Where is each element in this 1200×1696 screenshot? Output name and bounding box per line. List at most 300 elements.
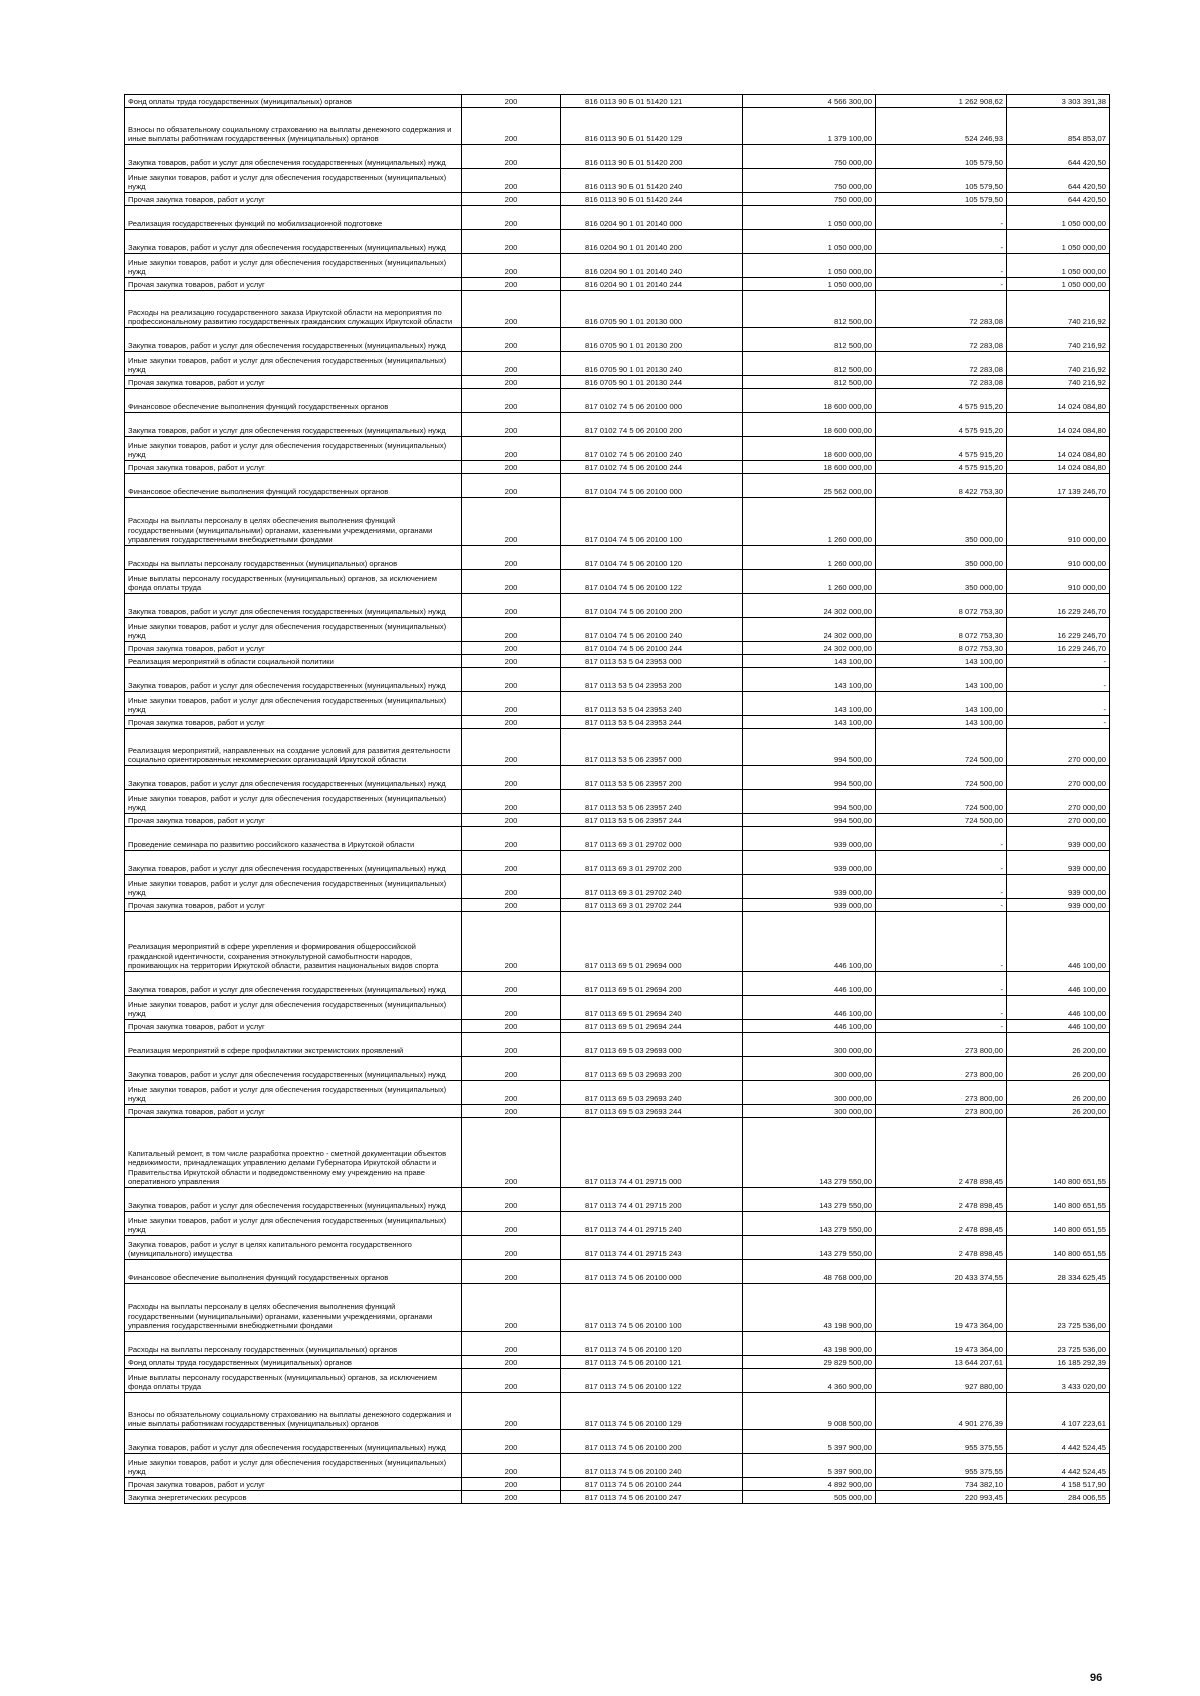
row-approved-amount: 143 279 550,00 — [743, 1236, 876, 1260]
row-budget-code: 817 0113 74 5 06 20100 000 — [561, 1260, 743, 1284]
row-unexecuted-amount: 1 050 000,00 — [1007, 254, 1110, 278]
row-approved-amount: 143 100,00 — [743, 655, 876, 668]
row-executed-amount: 2 478 898,45 — [876, 1188, 1007, 1212]
row-approved-amount: 812 500,00 — [743, 291, 876, 328]
row-executed-amount: 8 072 753,30 — [876, 594, 1007, 618]
row-unexecuted-amount: 23 725 536,00 — [1007, 1284, 1110, 1332]
row-approved-amount: 18 600 000,00 — [743, 413, 876, 437]
row-executed-amount: - — [876, 996, 1007, 1020]
row-executed-amount: 72 283,08 — [876, 291, 1007, 328]
table-row — [125, 618, 1110, 642]
row-line-code: 200 — [462, 655, 561, 668]
row-executed-amount: - — [876, 912, 1007, 972]
row-budget-code: 817 0113 69 5 03 29693 000 — [561, 1033, 743, 1057]
row-budget-code: 817 0113 53 5 06 23957 200 — [561, 766, 743, 790]
row-description: Прочая закупка товаров, работ и услуг — [125, 376, 462, 389]
row-unexecuted-amount: 910 000,00 — [1007, 570, 1110, 594]
row-unexecuted-amount: 14 024 084,80 — [1007, 389, 1110, 413]
row-approved-amount: 5 397 900,00 — [743, 1430, 876, 1454]
row-executed-amount: 105 579,50 — [876, 169, 1007, 193]
row-description: Расходы на реализацию государственного заказа Иркутской области на мероприятия по профессиональному развитию государственных гражданских служащих Иркутской области — [125, 291, 462, 328]
row-budget-code: 816 0204 90 1 01 20140 244 — [561, 278, 743, 291]
row-executed-amount: 143 100,00 — [876, 692, 1007, 716]
row-description: Расходы на выплаты персоналу государственных (муниципальных) органов — [125, 546, 462, 570]
row-description: Прочая закупка товаров, работ и услуг — [125, 642, 462, 655]
table-row — [125, 716, 1110, 729]
row-line-code: 200 — [462, 230, 561, 254]
row-description: Иные закупки товаров, работ и услуг для обеспечения государственных (муниципальных) нужд — [125, 169, 462, 193]
row-approved-amount: 4 892 900,00 — [743, 1478, 876, 1491]
row-description: Иные закупки товаров, работ и услуг для обеспечения государственных (муниципальных) нужд — [125, 790, 462, 814]
row-description: Прочая закупка товаров, работ и услуг — [125, 1478, 462, 1491]
row-executed-amount: - — [876, 972, 1007, 996]
row-unexecuted-amount: 446 100,00 — [1007, 1020, 1110, 1033]
row-description: Капитальный ремонт, в том числе разработка проектно - сметной документации объектов недвижимости, принадлежащих управлению делами Губернатора Иркутской области и Правительства Иркутской области и подведомственному ему учреждению на праве оперативного управления — [125, 1118, 462, 1188]
row-line-code: 200 — [462, 108, 561, 145]
row-executed-amount: 2 478 898,45 — [876, 1212, 1007, 1236]
row-executed-amount: 927 880,00 — [876, 1369, 1007, 1393]
table-row — [125, 1356, 1110, 1369]
row-budget-code: 817 0113 53 5 04 23953 000 — [561, 655, 743, 668]
row-line-code: 200 — [462, 1057, 561, 1081]
table-row — [125, 655, 1110, 668]
row-description: Реализация мероприятий в сфере укрепления и формирования общероссийской гражданской идентичности, сохранения этнокультурной самобытности народов, проживающих на территории Иркутской области, развития национальных видов спорта — [125, 912, 462, 972]
row-executed-amount: - — [876, 206, 1007, 230]
row-budget-code: 817 0104 74 5 06 20100 120 — [561, 546, 743, 570]
row-description: Закупка товаров, работ и услуг для обеспечения государственных (муниципальных) нужд — [125, 145, 462, 169]
row-description: Закупка товаров, работ и услуг для обеспечения государственных (муниципальных) нужд — [125, 766, 462, 790]
row-budget-code: 817 0113 74 4 01 29715 000 — [561, 1118, 743, 1188]
table-row — [125, 1118, 1110, 1188]
row-budget-code: 817 0113 69 5 03 29693 240 — [561, 1081, 743, 1105]
row-executed-amount: 4 901 276,39 — [876, 1393, 1007, 1430]
row-unexecuted-amount: 16 229 246,70 — [1007, 618, 1110, 642]
table-row — [125, 413, 1110, 437]
table-row — [125, 996, 1110, 1020]
row-line-code: 200 — [462, 193, 561, 206]
row-unexecuted-amount: 16 229 246,70 — [1007, 594, 1110, 618]
row-unexecuted-amount: 270 000,00 — [1007, 814, 1110, 827]
row-executed-amount: 4 575 915,20 — [876, 413, 1007, 437]
row-unexecuted-amount: 284 006,55 — [1007, 1491, 1110, 1504]
table-row — [125, 546, 1110, 570]
table-row — [125, 1236, 1110, 1260]
row-executed-amount: 4 575 915,20 — [876, 461, 1007, 474]
row-executed-amount: 1 262 908,62 — [876, 95, 1007, 108]
row-unexecuted-amount: 740 216,92 — [1007, 352, 1110, 376]
row-description: Прочая закупка товаров, работ и услуг — [125, 814, 462, 827]
row-line-code: 200 — [462, 254, 561, 278]
row-approved-amount: 4 360 900,00 — [743, 1369, 876, 1393]
row-description: Закупка товаров, работ и услуг для обеспечения государственных (муниципальных) нужд — [125, 413, 462, 437]
row-description: Реализация мероприятий в области социальной политики — [125, 655, 462, 668]
table-row — [125, 389, 1110, 413]
row-budget-code: 816 0113 90 Б 01 51420 240 — [561, 169, 743, 193]
row-executed-amount: 105 579,50 — [876, 193, 1007, 206]
row-description: Иные закупки товаров, работ и услуг для обеспечения государственных (муниципальных) нужд — [125, 875, 462, 899]
row-budget-code: 817 0113 69 5 03 29693 200 — [561, 1057, 743, 1081]
table-row — [125, 594, 1110, 618]
row-unexecuted-amount: 14 024 084,80 — [1007, 437, 1110, 461]
table-row — [125, 498, 1110, 546]
row-executed-amount: 2 478 898,45 — [876, 1236, 1007, 1260]
row-approved-amount: 939 000,00 — [743, 827, 876, 851]
row-unexecuted-amount: - — [1007, 716, 1110, 729]
row-unexecuted-amount: 740 216,92 — [1007, 328, 1110, 352]
table-row — [125, 1105, 1110, 1118]
row-budget-code: 817 0113 53 5 06 23957 000 — [561, 729, 743, 766]
row-unexecuted-amount: 910 000,00 — [1007, 498, 1110, 546]
row-executed-amount: 8 072 753,30 — [876, 618, 1007, 642]
row-line-code: 200 — [462, 169, 561, 193]
row-approved-amount: 1 050 000,00 — [743, 230, 876, 254]
row-approved-amount: 750 000,00 — [743, 193, 876, 206]
row-approved-amount: 43 198 900,00 — [743, 1284, 876, 1332]
row-executed-amount: 350 000,00 — [876, 570, 1007, 594]
row-budget-code: 817 0113 74 5 06 20100 200 — [561, 1430, 743, 1454]
row-budget-code: 817 0113 74 4 01 29715 200 — [561, 1188, 743, 1212]
row-description: Расходы на выплаты персоналу государственных (муниципальных) органов — [125, 1332, 462, 1356]
row-budget-code: 817 0113 74 5 06 20100 244 — [561, 1478, 743, 1491]
row-executed-amount: 143 100,00 — [876, 716, 1007, 729]
row-budget-code: 817 0102 74 5 06 20100 240 — [561, 437, 743, 461]
row-unexecuted-amount: 1 050 000,00 — [1007, 278, 1110, 291]
table-row — [125, 206, 1110, 230]
row-line-code: 200 — [462, 594, 561, 618]
row-unexecuted-amount: 939 000,00 — [1007, 851, 1110, 875]
row-budget-code: 817 0113 69 5 01 29694 240 — [561, 996, 743, 1020]
row-unexecuted-amount: 446 100,00 — [1007, 996, 1110, 1020]
row-description: Взносы по обязательному социальному страхованию на выплаты денежного содержания и иные выплаты работникам государственных (муниципальных) органов — [125, 108, 462, 145]
row-budget-code: 817 0113 53 5 06 23957 240 — [561, 790, 743, 814]
table-row — [125, 1491, 1110, 1504]
row-budget-code: 817 0113 74 5 06 20100 121 — [561, 1356, 743, 1369]
row-description: Прочая закупка товаров, работ и услуг — [125, 193, 462, 206]
row-line-code: 200 — [462, 498, 561, 546]
row-unexecuted-amount: 644 420,50 — [1007, 145, 1110, 169]
row-budget-code: 816 0113 90 Б 01 51420 129 — [561, 108, 743, 145]
row-line-code: 200 — [462, 814, 561, 827]
row-budget-code: 817 0113 74 5 06 20100 129 — [561, 1393, 743, 1430]
row-budget-code: 816 0113 90 Б 01 51420 121 — [561, 95, 743, 108]
row-budget-code: 817 0113 69 5 01 29694 000 — [561, 912, 743, 972]
row-budget-code: 817 0104 74 5 06 20100 244 — [561, 642, 743, 655]
table-row — [125, 145, 1110, 169]
row-line-code: 200 — [462, 291, 561, 328]
row-description: Взносы по обязательному социальному страхованию на выплаты денежного содержания и иные выплаты работникам государственных (муниципальных) органов — [125, 1393, 462, 1430]
row-line-code: 200 — [462, 1188, 561, 1212]
row-approved-amount: 25 562 000,00 — [743, 474, 876, 498]
row-description: Закупка товаров, работ и услуг для обеспечения государственных (муниципальных) нужд — [125, 594, 462, 618]
row-approved-amount: 1 260 000,00 — [743, 498, 876, 546]
row-executed-amount: - — [876, 278, 1007, 291]
row-approved-amount: 143 279 550,00 — [743, 1188, 876, 1212]
row-line-code: 200 — [462, 618, 561, 642]
row-description: Иные закупки товаров, работ и услуг для обеспечения государственных (муниципальных) нужд — [125, 692, 462, 716]
row-unexecuted-amount: 3 433 020,00 — [1007, 1369, 1110, 1393]
row-executed-amount: 273 800,00 — [876, 1057, 1007, 1081]
row-unexecuted-amount: 14 024 084,80 — [1007, 461, 1110, 474]
table-row — [125, 291, 1110, 328]
row-unexecuted-amount: 740 216,92 — [1007, 291, 1110, 328]
table-row — [125, 328, 1110, 352]
row-line-code: 200 — [462, 1236, 561, 1260]
row-line-code: 200 — [462, 437, 561, 461]
row-unexecuted-amount: 140 800 651,55 — [1007, 1188, 1110, 1212]
row-executed-amount: 273 800,00 — [876, 1081, 1007, 1105]
table-row — [125, 1212, 1110, 1236]
row-description: Иные закупки товаров, работ и услуг для обеспечения государственных (муниципальных) нужд — [125, 437, 462, 461]
row-approved-amount: 18 600 000,00 — [743, 461, 876, 474]
table-row — [125, 437, 1110, 461]
table-row — [125, 814, 1110, 827]
row-line-code: 200 — [462, 1212, 561, 1236]
row-line-code: 200 — [462, 972, 561, 996]
row-executed-amount: 19 473 364,00 — [876, 1284, 1007, 1332]
row-unexecuted-amount: 16 229 246,70 — [1007, 642, 1110, 655]
row-budget-code: 817 0113 69 3 01 29702 200 — [561, 851, 743, 875]
table-row — [125, 278, 1110, 291]
row-approved-amount: 1 260 000,00 — [743, 546, 876, 570]
table-row — [125, 254, 1110, 278]
row-unexecuted-amount: 1 050 000,00 — [1007, 230, 1110, 254]
row-approved-amount: 18 600 000,00 — [743, 389, 876, 413]
row-budget-code: 816 0705 90 1 01 20130 000 — [561, 291, 743, 328]
row-line-code: 200 — [462, 1491, 561, 1504]
row-line-code: 200 — [462, 1284, 561, 1332]
row-budget-code: 816 0705 90 1 01 20130 244 — [561, 376, 743, 389]
row-description: Фонд оплаты труда государственных (муниципальных) органов — [125, 95, 462, 108]
page-number: 96 — [1090, 1672, 1103, 1684]
row-description: Реализация мероприятий в сфере профилактики экстремистских проявлений — [125, 1033, 462, 1057]
row-description: Закупка товаров, работ и услуг для обеспечения государственных (муниципальных) нужд — [125, 328, 462, 352]
row-approved-amount: 994 500,00 — [743, 766, 876, 790]
row-approved-amount: 29 829 500,00 — [743, 1356, 876, 1369]
row-executed-amount: 143 100,00 — [876, 655, 1007, 668]
row-executed-amount: 72 283,08 — [876, 376, 1007, 389]
row-budget-code: 817 0113 53 5 06 23957 244 — [561, 814, 743, 827]
row-budget-code: 817 0102 74 5 06 20100 200 — [561, 413, 743, 437]
row-line-code: 200 — [462, 1332, 561, 1356]
table-row — [125, 1020, 1110, 1033]
row-unexecuted-amount: 270 000,00 — [1007, 766, 1110, 790]
row-approved-amount: 939 000,00 — [743, 875, 876, 899]
row-budget-code: 817 0113 74 5 06 20100 120 — [561, 1332, 743, 1356]
row-unexecuted-amount: 446 100,00 — [1007, 912, 1110, 972]
row-description: Финансовое обеспечение выполнения функций государственных органов — [125, 1260, 462, 1284]
row-line-code: 200 — [462, 668, 561, 692]
row-unexecuted-amount: 26 200,00 — [1007, 1057, 1110, 1081]
row-approved-amount: 994 500,00 — [743, 729, 876, 766]
row-budget-code: 817 0113 69 5 01 29694 200 — [561, 972, 743, 996]
row-line-code: 200 — [462, 642, 561, 655]
row-budget-code: 817 0102 74 5 06 20100 244 — [561, 461, 743, 474]
row-description: Прочая закупка товаров, работ и услуг — [125, 716, 462, 729]
row-unexecuted-amount: 644 420,50 — [1007, 193, 1110, 206]
row-approved-amount: 24 302 000,00 — [743, 642, 876, 655]
table-row — [125, 642, 1110, 655]
row-executed-amount: 4 575 915,20 — [876, 389, 1007, 413]
table-row — [125, 376, 1110, 389]
row-executed-amount: 724 500,00 — [876, 790, 1007, 814]
row-line-code: 200 — [462, 461, 561, 474]
row-budget-code: 816 0204 90 1 01 20140 200 — [561, 230, 743, 254]
row-line-code: 200 — [462, 1478, 561, 1491]
table-row — [125, 230, 1110, 254]
row-unexecuted-amount: - — [1007, 668, 1110, 692]
row-budget-code: 817 0113 74 5 06 20100 122 — [561, 1369, 743, 1393]
row-approved-amount: 812 500,00 — [743, 352, 876, 376]
row-approved-amount: 143 279 550,00 — [743, 1118, 876, 1188]
row-unexecuted-amount: 14 024 084,80 — [1007, 413, 1110, 437]
table-row — [125, 1081, 1110, 1105]
row-description: Прочая закупка товаров, работ и услуг — [125, 1020, 462, 1033]
row-budget-code: 817 0113 69 3 01 29702 244 — [561, 899, 743, 912]
row-unexecuted-amount: 3 303 391,38 — [1007, 95, 1110, 108]
row-approved-amount: 939 000,00 — [743, 851, 876, 875]
budget-table-sheet — [124, 94, 1110, 1504]
table-row — [125, 95, 1110, 108]
table-row — [125, 570, 1110, 594]
row-approved-amount: 505 000,00 — [743, 1491, 876, 1504]
table-row — [125, 1057, 1110, 1081]
row-unexecuted-amount: 140 800 651,55 — [1007, 1118, 1110, 1188]
row-executed-amount: 8 072 753,30 — [876, 642, 1007, 655]
table-row — [125, 108, 1110, 145]
table-row — [125, 827, 1110, 851]
row-budget-code: 817 0113 53 5 04 23953 244 — [561, 716, 743, 729]
row-unexecuted-amount: 26 200,00 — [1007, 1081, 1110, 1105]
table-row — [125, 1188, 1110, 1212]
row-line-code: 200 — [462, 1356, 561, 1369]
row-approved-amount: 48 768 000,00 — [743, 1260, 876, 1284]
row-line-code: 200 — [462, 729, 561, 766]
row-budget-code: 817 0113 69 5 03 29693 244 — [561, 1105, 743, 1118]
row-unexecuted-amount: 854 853,07 — [1007, 108, 1110, 145]
row-unexecuted-amount: 4 442 524,45 — [1007, 1454, 1110, 1478]
row-line-code: 200 — [462, 996, 561, 1020]
row-approved-amount: 24 302 000,00 — [743, 594, 876, 618]
table-row — [125, 899, 1110, 912]
row-line-code: 200 — [462, 376, 561, 389]
row-approved-amount: 1 050 000,00 — [743, 206, 876, 230]
row-budget-code: 816 0113 90 Б 01 51420 244 — [561, 193, 743, 206]
row-description: Финансовое обеспечение выполнения функций государственных органов — [125, 389, 462, 413]
row-executed-amount: 273 800,00 — [876, 1105, 1007, 1118]
row-description: Закупка товаров, работ и услуг для обеспечения государственных (муниципальных) нужд — [125, 668, 462, 692]
row-unexecuted-amount: 270 000,00 — [1007, 790, 1110, 814]
row-approved-amount: 939 000,00 — [743, 899, 876, 912]
row-budget-code: 816 0204 90 1 01 20140 240 — [561, 254, 743, 278]
row-approved-amount: 812 500,00 — [743, 328, 876, 352]
row-budget-code: 817 0113 74 4 01 29715 243 — [561, 1236, 743, 1260]
row-approved-amount: 994 500,00 — [743, 790, 876, 814]
row-executed-amount: 143 100,00 — [876, 668, 1007, 692]
row-budget-code: 816 0705 90 1 01 20130 240 — [561, 352, 743, 376]
row-executed-amount: - — [876, 827, 1007, 851]
row-line-code: 200 — [462, 546, 561, 570]
row-description: Реализация мероприятий, направленных на создание условий для развития деятельности социально ориентированных некоммерческих организаций Иркутской области — [125, 729, 462, 766]
row-budget-code: 816 0204 90 1 01 20140 000 — [561, 206, 743, 230]
row-line-code: 200 — [462, 1081, 561, 1105]
row-executed-amount: - — [876, 875, 1007, 899]
row-approved-amount: 4 566 300,00 — [743, 95, 876, 108]
row-approved-amount: 9 008 500,00 — [743, 1393, 876, 1430]
row-description: Иные выплаты персоналу государственных (муниципальных) органов, за исключением фонда оплаты труда — [125, 570, 462, 594]
row-approved-amount: 994 500,00 — [743, 814, 876, 827]
row-budget-code: 817 0113 74 5 06 20100 240 — [561, 1454, 743, 1478]
row-unexecuted-amount: 28 334 625,45 — [1007, 1260, 1110, 1284]
row-executed-amount: - — [876, 230, 1007, 254]
row-line-code: 200 — [462, 1020, 561, 1033]
row-executed-amount: 350 000,00 — [876, 546, 1007, 570]
table-row — [125, 875, 1110, 899]
row-executed-amount: 724 500,00 — [876, 766, 1007, 790]
row-budget-code: 817 0113 74 4 01 29715 240 — [561, 1212, 743, 1236]
row-line-code: 200 — [462, 1105, 561, 1118]
table-row — [125, 790, 1110, 814]
table-row — [125, 1454, 1110, 1478]
row-line-code: 200 — [462, 1430, 561, 1454]
row-approved-amount: 1 050 000,00 — [743, 254, 876, 278]
row-unexecuted-amount: 26 200,00 — [1007, 1033, 1110, 1057]
row-line-code: 200 — [462, 1118, 561, 1188]
row-executed-amount: - — [876, 1020, 1007, 1033]
row-executed-amount: - — [876, 851, 1007, 875]
table-row — [125, 1369, 1110, 1393]
row-description: Иные закупки товаров, работ и услуг для обеспечения государственных (муниципальных) нужд — [125, 618, 462, 642]
table-row — [125, 461, 1110, 474]
row-unexecuted-amount: 16 185 292,39 — [1007, 1356, 1110, 1369]
row-budget-code: 817 0113 53 5 04 23953 200 — [561, 668, 743, 692]
row-line-code: 200 — [462, 1393, 561, 1430]
table-body — [125, 95, 1110, 1504]
row-description: Закупка товаров, работ и услуг для обеспечения государственных (муниципальных) нужд — [125, 1430, 462, 1454]
row-approved-amount: 143 100,00 — [743, 692, 876, 716]
row-budget-code: 817 0113 69 5 01 29694 244 — [561, 1020, 743, 1033]
row-budget-code: 816 0705 90 1 01 20130 200 — [561, 328, 743, 352]
row-executed-amount: 105 579,50 — [876, 145, 1007, 169]
row-description: Закупка товаров, работ и услуг для обеспечения государственных (муниципальных) нужд — [125, 1188, 462, 1212]
table-row — [125, 474, 1110, 498]
row-description: Прочая закупка товаров, работ и услуг — [125, 1105, 462, 1118]
row-description: Иные закупки товаров, работ и услуг для обеспечения государственных (муниципальных) нужд — [125, 1081, 462, 1105]
row-line-code: 200 — [462, 1369, 561, 1393]
row-line-code: 200 — [462, 1454, 561, 1478]
row-line-code: 200 — [462, 875, 561, 899]
row-approved-amount: 18 600 000,00 — [743, 437, 876, 461]
row-description: Иные закупки товаров, работ и услуг для обеспечения государственных (муниципальных) нужд — [125, 1454, 462, 1478]
row-approved-amount: 446 100,00 — [743, 912, 876, 972]
row-executed-amount: 524 246,93 — [876, 108, 1007, 145]
row-executed-amount: 20 433 374,55 — [876, 1260, 1007, 1284]
row-unexecuted-amount: 140 800 651,55 — [1007, 1212, 1110, 1236]
row-description: Закупка товаров, работ и услуг для обеспечения государственных (муниципальных) нужд — [125, 972, 462, 996]
row-description: Закупка энергетических ресурсов — [125, 1491, 462, 1504]
row-line-code: 200 — [462, 328, 561, 352]
row-unexecuted-amount: - — [1007, 655, 1110, 668]
table-row — [125, 1260, 1110, 1284]
row-executed-amount: 350 000,00 — [876, 498, 1007, 546]
row-unexecuted-amount: 270 000,00 — [1007, 729, 1110, 766]
row-line-code: 200 — [462, 278, 561, 291]
row-line-code: 200 — [462, 570, 561, 594]
row-description: Иные закупки товаров, работ и услуг для обеспечения государственных (муниципальных) нужд — [125, 996, 462, 1020]
row-unexecuted-amount: 939 000,00 — [1007, 827, 1110, 851]
row-approved-amount: 1 260 000,00 — [743, 570, 876, 594]
row-approved-amount: 1 050 000,00 — [743, 278, 876, 291]
row-approved-amount: 300 000,00 — [743, 1081, 876, 1105]
